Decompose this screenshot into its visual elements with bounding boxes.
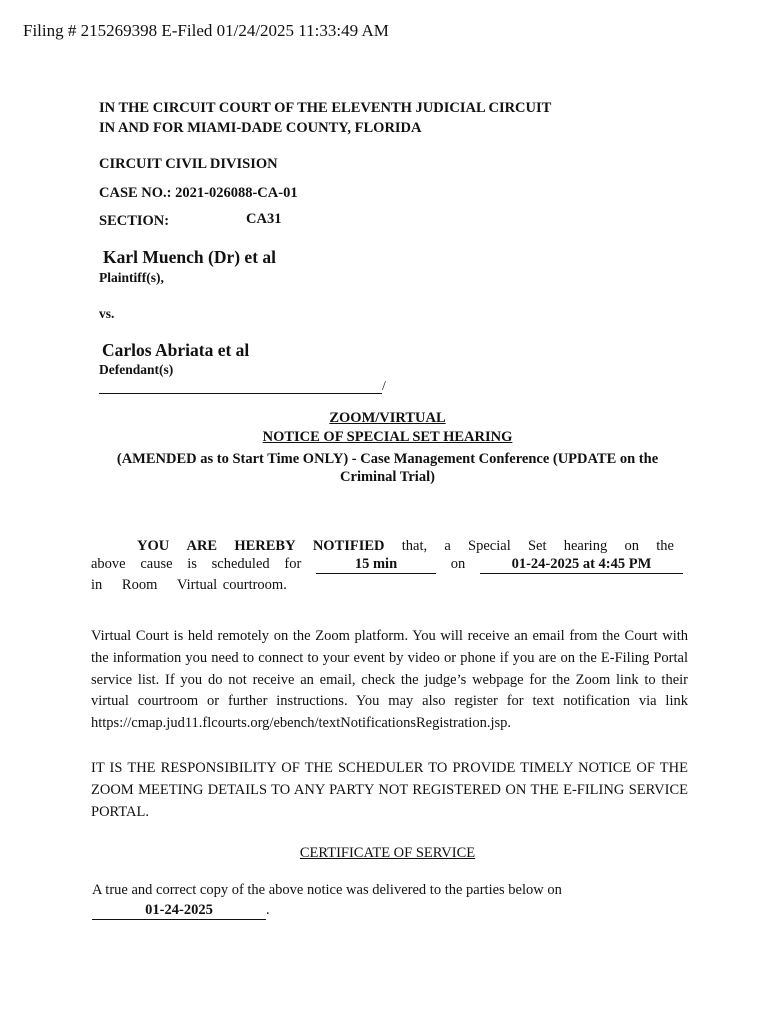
notice-line-3 — [91, 577, 683, 594]
section-value: CA31 — [246, 211, 282, 227]
notice-word: on — [450, 556, 466, 572]
certificate-text: A true and correct copy of the above notice was delivered to the parties below on — [92, 882, 562, 898]
notice-word: cause — [140, 556, 173, 572]
defendant-label: Defendant(s) — [99, 362, 174, 377]
notice-word: scheduled — [211, 556, 270, 572]
notice-word: in — [91, 577, 103, 593]
certificate-date: 01-24-2025 — [92, 902, 266, 920]
notice-word: above — [91, 556, 126, 572]
notice-word: NOTIFIED — [312, 538, 385, 554]
title-amended: (AMENDED as to Start Time ONLY) - Case Management Conference (UPDATE on the Criminal Trial) — [116, 451, 659, 485]
notice-word: Room — [121, 577, 158, 593]
title-zoom-virtual: ZOOM/VIRTUAL — [329, 410, 446, 426]
responsibility-paragraph: IT IS THE RESPONSIBILITY OF THE SCHEDULER TO PROVIDE TIMELY NOTICE OF THE ZOOM MEETING DETAILS TO ANY PARTY NOT REGISTERED ON THE E-FILING SERVICE PORTAL. — [91, 760, 688, 820]
notice-word: Set — [527, 538, 547, 554]
division-label: CIRCUIT CIVIL DIVISION — [99, 156, 278, 172]
caption-slash: / — [382, 379, 386, 394]
notice-word: on — [624, 538, 639, 554]
certificate-date-row — [92, 902, 270, 920]
title-notice: NOTICE OF SPECIAL SET HEARING — [262, 429, 513, 445]
certificate-period: . — [266, 902, 270, 918]
certificate-heading: CERTIFICATE OF SERVICE — [299, 845, 476, 861]
notice-word: ARE — [186, 538, 218, 554]
filing-stamp: Filing # 215269398 E-Filed 01/24/2025 11:33:49 AM — [23, 21, 389, 40]
notice-word: a — [444, 538, 451, 554]
plaintiff-name: Karl Muench (Dr) et al — [103, 247, 277, 267]
court-name-line1: IN THE CIRCUIT COURT OF THE ELEVENTH JUDICIAL CIRCUIT — [99, 100, 552, 116]
caption-underline — [99, 379, 382, 394]
notice-word: the — [656, 538, 674, 554]
case-number-row — [99, 185, 298, 202]
defendant-name: Carlos Abriata et al — [102, 340, 250, 360]
notice-paragraph — [91, 538, 683, 594]
virtual-court-paragraph: Virtual Court is held remotely on the Zoom platform. You will receive an email from the Court with the information you need to connect to your event by video or phone if you are on the E-Filing Portal service list. If you do not receive an email, check the judge’s webpage for the Zoom link to their virtual courtroom or further instructions. You may also register for text notification via link https://cmap.jud11.flcourts.org/ebench/textNotificationsRegistration.jsp. — [91, 628, 688, 732]
room-value: Virtual courtroom. — [176, 577, 287, 593]
versus-label: vs. — [99, 306, 115, 321]
notice-line-2 — [91, 556, 683, 574]
notice-word: hearing — [563, 538, 608, 554]
court-name-line2: IN AND FOR MIAMI-DADE COUNTY, FLORIDA — [99, 120, 422, 136]
case-number-label: CASE NO.: — [99, 185, 172, 201]
notice-word: is — [187, 556, 197, 572]
hearing-datetime: 01-24-2025 at 4:45 PM — [480, 556, 683, 574]
notice-line-1 — [91, 538, 674, 555]
plaintiff-label: Plaintiff(s), — [99, 270, 164, 285]
notice-word: YOU — [137, 538, 170, 554]
notice-word: HEREBY — [234, 538, 296, 554]
notice-word: that, — [401, 538, 428, 554]
case-number: 2021-026088-CA-01 — [175, 185, 298, 201]
section-label: SECTION: — [99, 213, 170, 229]
notice-word: Special — [468, 538, 511, 554]
notice-word: for — [284, 556, 302, 572]
duration-value: 15 min — [316, 556, 436, 574]
